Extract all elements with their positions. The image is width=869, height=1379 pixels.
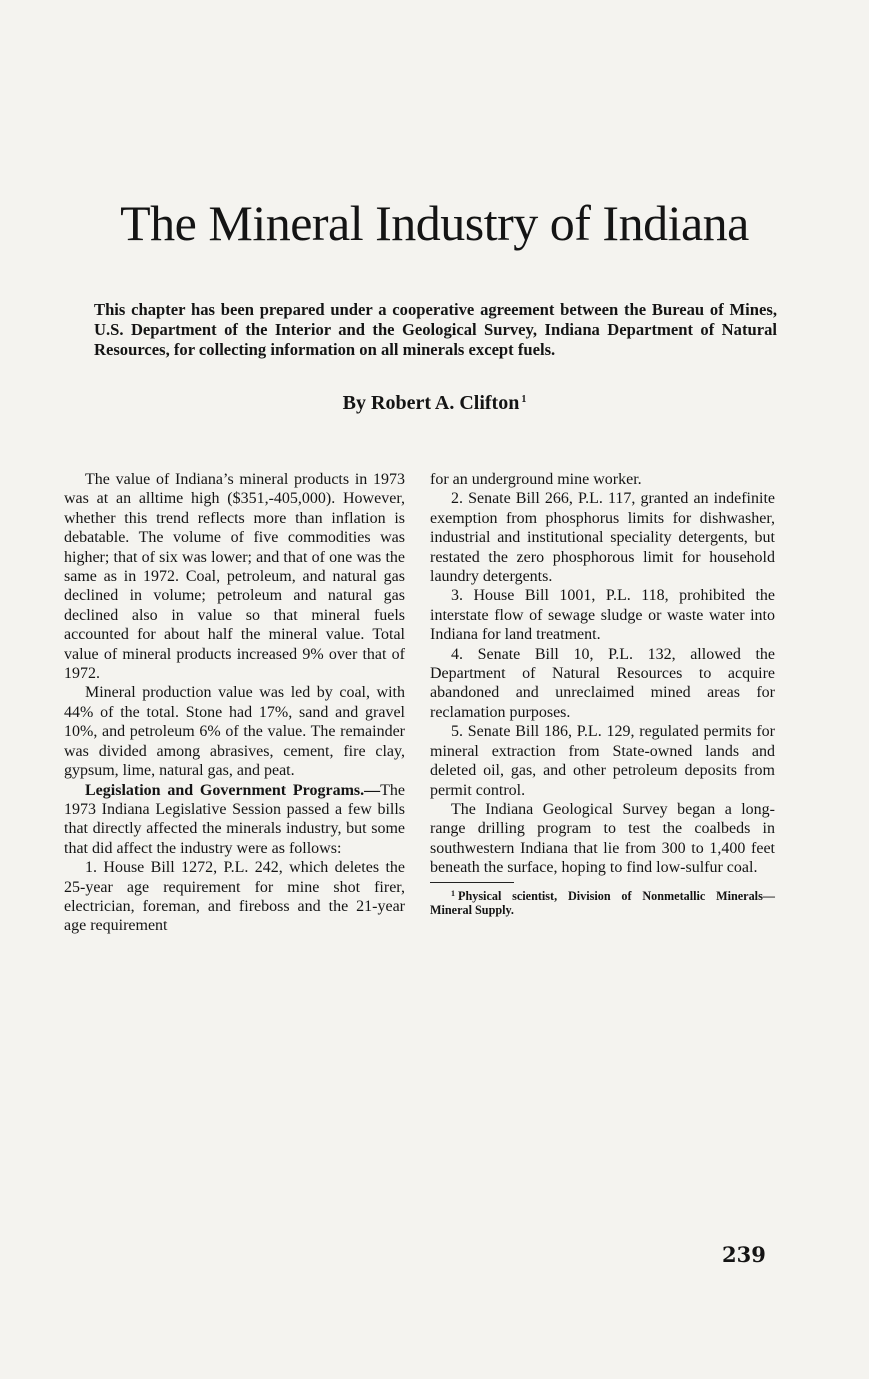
paragraph-senate-bill-266: 2. Senate Bill 266, P.L. 117, granted an indefinite exemption from phosphorus limits for dishwasher, industrial and institutional speciality detergents, but restated the zero phosphorous limit for household laundry detergents. (430, 490, 775, 586)
left-column (64, 470, 405, 936)
chapter-title: The Mineral Industry of Indiana (120, 195, 749, 251)
section-run-in-heading: Legislation and Government Programs.— (85, 781, 381, 799)
paragraph-mineral-value: The value of Indiana’s mineral products in 1973 was at an alltime high ($351,-405,000). However, whether this trend reflects more than inflation is debatable. The volume of five commodities was higher; that of six was lower; and that of one was the same as in 1972. Coal, petroleum, and natural gas declined in volume; petroleum and natural gas declined also in value so that mineral fuels accounted for about half the mineral value. Total value of mineral products increased 9% over that of 1972. (64, 471, 405, 683)
page-number: 239 (722, 1242, 766, 1267)
paragraph-legislation (64, 781, 405, 859)
footnote-rule (430, 882, 514, 883)
paragraph-senate-bill-10: 4. Senate Bill 10, P.L. 132, allowed the Department of Natural Resources to acquire abandoned and unreclaimed mined areas for reclamation purposes. (430, 645, 775, 721)
footnote-text: Physical scientist, Division of Nonmetallic Minerals—Mineral Supply. (430, 888, 775, 917)
paragraph-production-share: Mineral production value was led by coal, with 44% of the total. Stone had 17%, sand and gravel 10%, and petroleum 6% of the value. The remainder was divided among abrasives, cement, fire clay, gypsum, lime, natural gas, and peat. (64, 684, 405, 780)
chapter-abstract: This chapter has been prepared under a cooperative agreement between the Bureau of Mines, U.S. Department of the Interior and the Geological Survey, Indiana Department of Natural Resources, for collecting information on all minerals except fuels. (94, 300, 777, 359)
paragraph-geological-survey: The Indiana Geological Survey began a long-range drilling program to test the coalbeds in southwestern Indiana that lie from 300 to 1,400 feet beneath the surface, hoping to find low-sulfur coal. (430, 800, 775, 877)
footnote (430, 887, 775, 917)
paragraph-house-bill-1272-continued: for an underground mine worker. (430, 471, 642, 488)
footnote-marker: 1 (451, 888, 455, 898)
paragraph-legislation-body: The 1973 Indiana Legislative Session passed a few bills that directly affected the minerals industry, but some that did affect the industry were as follows: (64, 781, 405, 857)
paragraph-house-bill-1001: 3. House Bill 1001, P.L. 118, prohibited the interstate flow of sewage sludge or waste water into Indiana for land treatment. (430, 587, 775, 644)
author-byline (0, 392, 869, 415)
author-name: By Robert A. Clifton (342, 392, 520, 414)
paragraph-senate-bill-186: 5. Senate Bill 186, P.L. 129, regulated permits for mineral extraction from State-owned lands and deleted oil, gas, and other petroleum deposits from permit control. (430, 723, 775, 799)
byline-footnote-ref: 1 (521, 394, 527, 405)
paragraph-house-bill-1272: 1. House Bill 1272, P.L. 242, which deletes the 25-year age requirement for mine shot firer, electrician, foreman, and fireboss and the 21-year age requirement (64, 859, 405, 935)
right-column (430, 470, 775, 917)
